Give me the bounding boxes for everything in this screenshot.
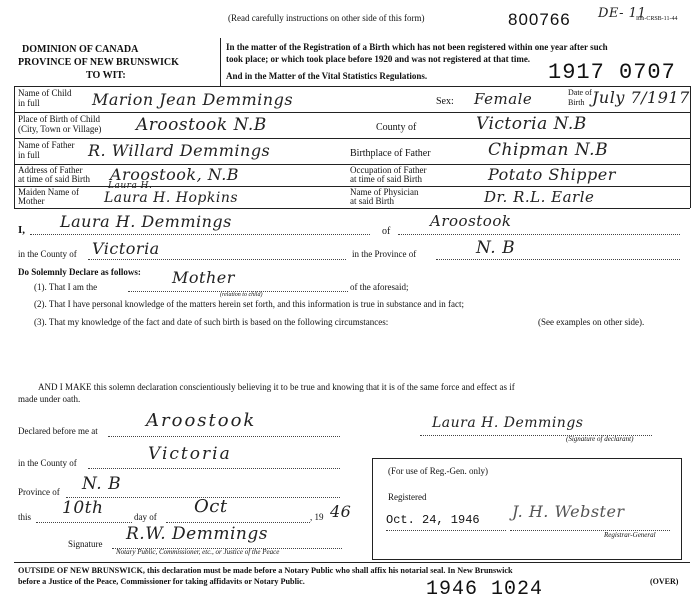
dob-value: July 7/1917 [592, 88, 690, 107]
father-birthplace-label: Birthplace of Father [350, 148, 431, 159]
officer-signature-note: Notary Public, Commissioner, etc., or Justice of the Peace [116, 548, 280, 556]
instruction-note: (Read carefully instructions on other side of this form) [228, 13, 425, 23]
declared-at-label: Declared before me at [18, 426, 98, 436]
declaration-of-label: of [382, 226, 391, 237]
declaration-province: N. B [476, 238, 516, 258]
declaration-item1-b: of the aforesaid; [350, 282, 409, 292]
signing-county-label: in the County of [18, 458, 77, 468]
declared-at: Aroostook [146, 410, 257, 431]
footer-stamp-number: 1946 1024 [426, 578, 544, 601]
declaration-county: Victoria [92, 239, 160, 258]
declaration-i: I, [18, 224, 26, 236]
county-label: County of [376, 122, 417, 133]
mother-maiden-name: Laura H. Hopkins [104, 190, 239, 206]
county-value: Victoria N.B [476, 114, 587, 134]
father-occupation-label-2: at time of said Birth [350, 174, 422, 184]
signature-label: Signature [68, 539, 103, 549]
physician-label-1: Name of Physician [350, 187, 419, 197]
place-label-1: Place of Birth of Child [18, 114, 100, 124]
declarant-signature-note: (Signature of declarant) [566, 435, 634, 443]
footer-line1: OUTSIDE OF NEW BRUNSWICK, this declaration must be made before a Notary Public who shall affix his notarial seal. In New Brunswick [18, 566, 513, 575]
registrar-signature: J. H. Webster [512, 502, 625, 521]
signing-year: 46 [330, 502, 352, 521]
declaration-item2: (2). That I have personal knowledge of the matters herein set forth, and this information is true in substance and in fact; [34, 299, 464, 309]
father-birthplace: Chipman N.B [488, 140, 609, 160]
child-name-label-1: Name of Child [18, 88, 72, 98]
registrar-label: Registrar-General [604, 531, 656, 539]
mother-label-2: Mother [18, 196, 45, 206]
registered-label: Registered [388, 492, 427, 502]
heading-matter1-a: In the matter of the Registration of a Birth which has not been registered within one year after such [226, 42, 608, 52]
registration-number: 1917 0707 [548, 60, 676, 85]
declarant-signature: Laura H. Demmings [432, 415, 584, 431]
declaration-relation: Mother [172, 268, 235, 287]
child-name: Marion Jean Demmings [92, 90, 294, 109]
signing-year-prefix: , 19 [310, 512, 324, 522]
declarant-name: Laura H. Demmings [60, 212, 232, 231]
footer-over: (OVER) [650, 577, 679, 586]
declaration-solemnly: Do Solemnly Declare as follows: [18, 267, 141, 277]
father-address: Aroostook, N.B [110, 165, 240, 184]
dob-label-1: Date of [568, 88, 592, 97]
officer-signature: R.W. Demmings [126, 524, 268, 544]
declaration-make-b: made under oath. [18, 394, 81, 404]
father-occupation: Potato Shipper [488, 165, 616, 184]
sex-label: Sex: [436, 96, 454, 107]
heading-province: PROVINCE OF NEW BRUNSWICK [18, 57, 179, 68]
heading-divider [220, 38, 221, 86]
mother-label-1: Maiden Name of [18, 187, 79, 197]
father-label-2: in full [18, 150, 40, 160]
relation-note: (relation to child) [220, 292, 263, 298]
form-number: 800766 [508, 10, 571, 29]
declaration-make-a: AND I MAKE this solemn declaration conscientiously believing it to be true and knowing that it is of the same force and effect as if [38, 382, 515, 392]
physician-label-2: at said Birth [350, 196, 394, 206]
heading-matter1-b: took place; or which took place before 1920 and was not registered at that time. [226, 54, 531, 64]
child-name-label-2: in full [18, 98, 40, 108]
physician-name: Dr. R.L. Earle [484, 188, 595, 206]
heading-to-wit: TO WIT: [86, 70, 126, 81]
place-value: Aroostook N.B [136, 115, 267, 135]
father-name: R. Willard Demmings [88, 141, 271, 160]
signing-county: Victoria [148, 444, 232, 464]
mother-above: Laura H. [108, 181, 153, 191]
signing-day-of-label: day of [134, 512, 157, 522]
place-label-2: (City, Town or Village) [18, 124, 102, 134]
signing-province-label: Province of [18, 487, 60, 497]
father-occupation-label-1: Occupation of Father [350, 165, 427, 175]
corner-note: DE- 11 [598, 6, 647, 21]
father-address-label-2: at time of said Birth [18, 174, 90, 184]
footer-line2: before a Justice of the Peace, Commissioner for taking affidavits or Notary Public. [18, 577, 305, 586]
declaration-item3-note: (See examples on other side). [538, 317, 645, 327]
signing-this-label: this [18, 512, 32, 522]
registered-date: Oct. 24, 1946 [386, 513, 480, 527]
registrar-box-title: (For use of Reg.-Gen. only) [388, 466, 488, 476]
signing-day: 10th [62, 498, 104, 518]
signing-month: Oct [194, 496, 228, 517]
heading-dominion: DOMINION OF CANADA [22, 44, 139, 55]
dob-label-2: Birth [568, 98, 585, 107]
heading-matter2: And in the Matter of the Vital Statistics Regulations. [226, 71, 428, 81]
declaration-county-label: in the County of [18, 249, 77, 259]
declaration-province-label: in the Province of [352, 249, 417, 259]
declaration-item1-a: (1). That I am the [34, 282, 98, 292]
sex-value: Female [474, 90, 533, 108]
form-code: Itm-CRSB-11-44 [636, 16, 678, 22]
declarant-place: Aroostook [430, 212, 512, 230]
signing-province: N. B [82, 474, 122, 494]
father-label-1: Name of Father [18, 140, 75, 150]
father-address-label-1: Address of Father [18, 165, 83, 175]
declaration-item3: (3). That my knowledge of the fact and date of such birth is based on the following circumstances: [34, 317, 389, 327]
